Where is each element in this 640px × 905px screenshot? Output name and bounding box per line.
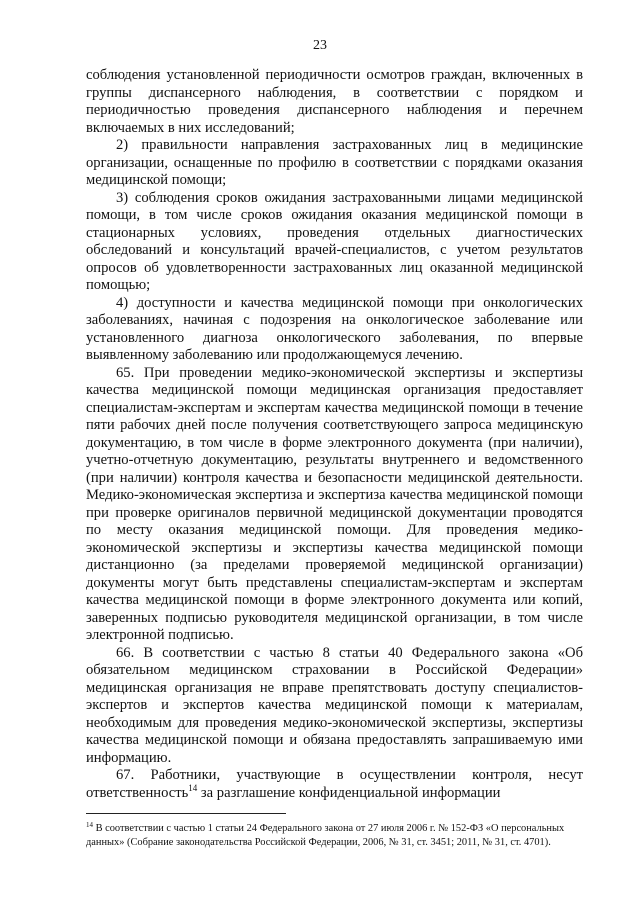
paragraph-item-3: 3) соблюдения сроков ожидания застрахованными лицами медицинской помощи, в том числе сроков ожидания оказания медицинской помощи в стационарных условиях, проведения отдельных диагностических обследований и консультаций врачей-специалистов, с учетом результатов опросов об удовлетворенности застрахованных лиц оказанной медицинской помощью; bbox=[86, 189, 583, 293]
paragraph-item-4: 4) доступности и качества медицинской помощи при онкологических заболеваниях, начиная с подозрения на онкологическое заболевание или установленного диагноза онкологического заболевания, по впервые выявленному заболеванию или продолжающемуся лечению. bbox=[86, 294, 583, 363]
page-number: 23 bbox=[313, 38, 327, 53]
paragraph-65: 65. При проведении медико-экономической экспертизы и экспертизы качества медицинской помощи медицинская организация предоставляет специалистам-экспертам и экспертам качества медицинской помощи в течение пяти рабочих дней после получения соответствующего запроса медицинскую документацию, в том числе в форме электронного документа (при наличии), учетно-отчетную документацию, результаты внутреннего и ведомственного (при наличии) контроля качества и безопасности медицинской деятельности. Медико-экономическая экспертиза и экспертиза качества медицинской помощи при проверке оригиналов первичной медицинской документации проводятся по месту оказания медицинской помощи. Для проведения медико-экономической экспертизы и экспертизы качества медицинской помощи дистанционно (за пределами проверяемой медицинской организации) документы могут быть представлены специалистам-экспертам и экспертам качества медицинской помощи в форме электронного документа или копий, заверенных подписью руководителя медицинской организации, в том числе электронной подписью. bbox=[86, 364, 583, 643]
paragraph-66: 66. В соответствии с частью 8 статьи 40 Федерального закона «Об обязательном медицинском страховании в Российской Федерации» медицинская организация не вправе препятствовать доступу специалистов-экспертов и экспертов качества медицинской помощи к материалам, необходимым для проведения медико-экономической экспертизы, экспертизы качества медицинской помощи и обязана предоставлять запрашиваемую ими информацию. bbox=[86, 644, 583, 766]
footnote bbox=[86, 822, 583, 849]
paragraph-item-2: 2) правильности направления застрахованных лиц в медицинские организации, оснащенные по профилю в соответствии с порядками оказания медицинской помощи; bbox=[86, 137, 583, 188]
paragraph-67-text-after: за разглашение конфиденциальной информации bbox=[197, 784, 501, 801]
paragraph-67 bbox=[86, 767, 583, 802]
footnote-text: В соответствии с частью 1 статьи 24 Федерального закона от 27 июля 2006 г. № 152-ФЗ «О персональных данных» (Собрание законодательства Российской Федерации, 2006, № 31, ст. 3451; 2011, № 31, ст. 4701). bbox=[86, 823, 565, 848]
footnote-reference-mark: 14 bbox=[188, 782, 198, 793]
footnote-divider bbox=[86, 813, 286, 814]
paragraph-continuation: соблюдения установленной периодичности осмотров граждан, включенных в группы диспансерного наблюдения, в соответствии с порядком и периодичностью проведения диспансерного наблюдения и перечнем включаемых в них исследований; bbox=[86, 67, 583, 136]
paragraph-67-text-before: 67. Работники, участвующие в осуществлении контроля, несут ответственность bbox=[86, 767, 583, 801]
footnote-mark: 14 bbox=[86, 821, 93, 829]
document-body bbox=[86, 67, 583, 802]
